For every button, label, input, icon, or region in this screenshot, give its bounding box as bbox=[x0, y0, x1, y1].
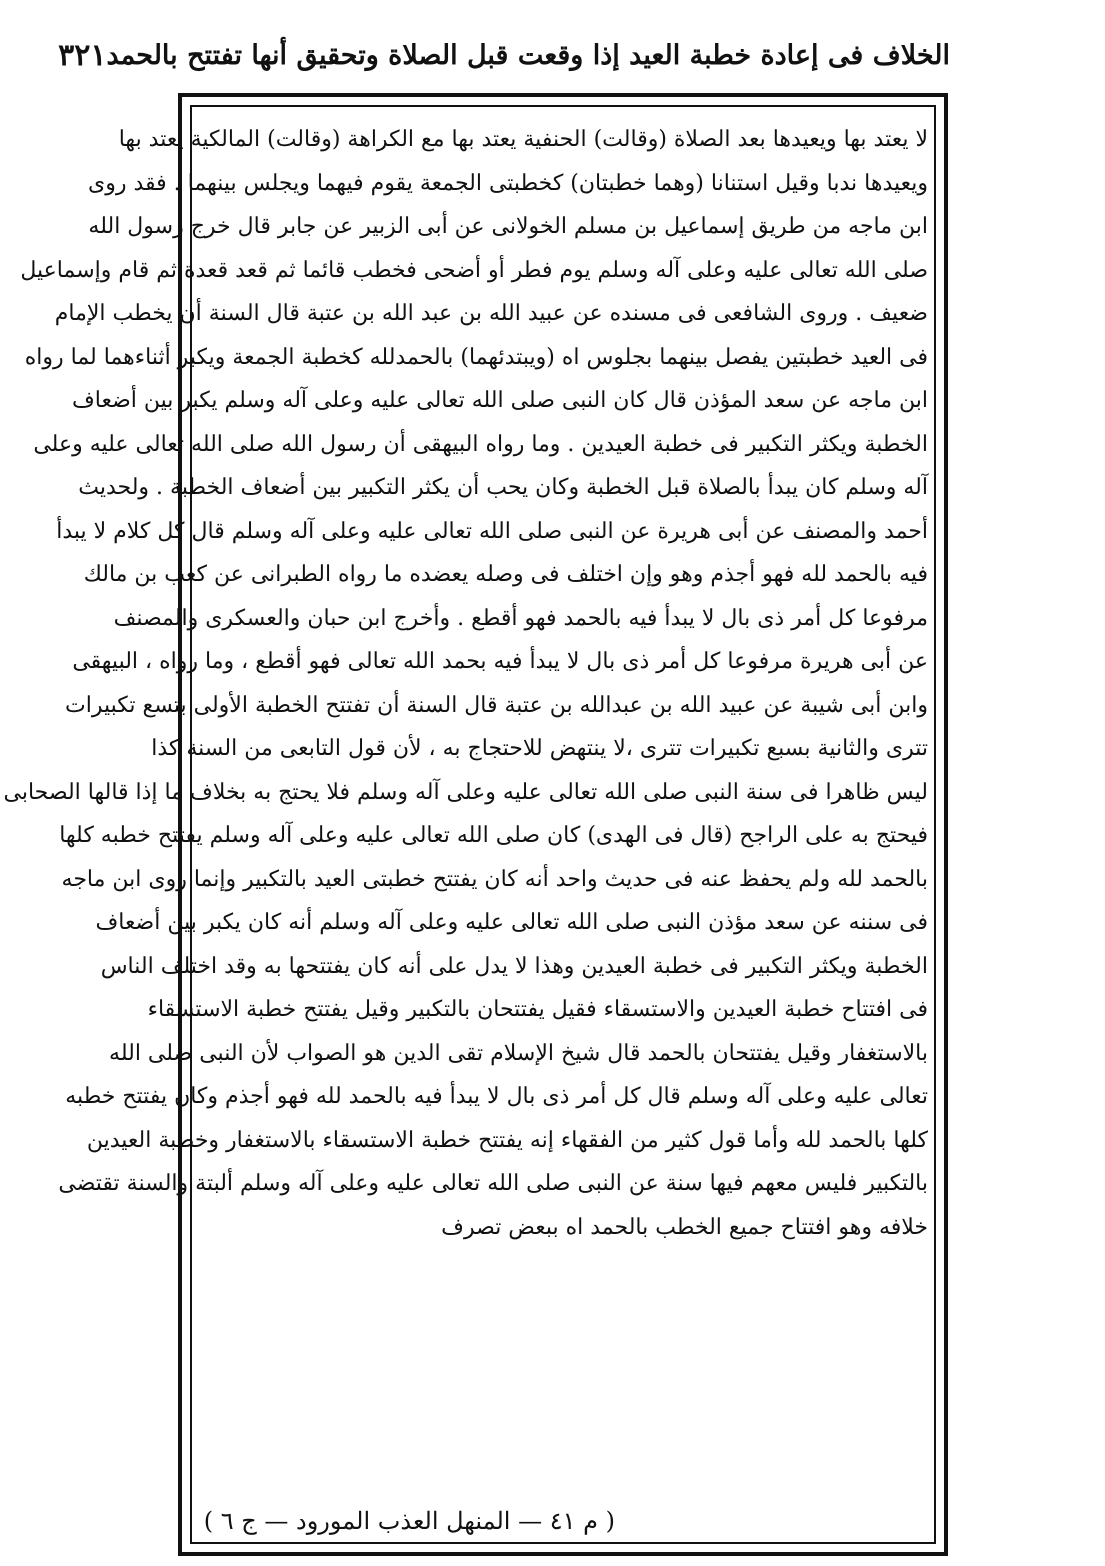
page-number: ٣٢١ bbox=[58, 37, 107, 73]
body-line: ليس ظاهرا فى سنة النبى صلى الله تعالى عليه وعلى آله وسلم فلا يحتج به بخلاف ما إذا قالها الصحابى bbox=[3, 779, 928, 805]
body-line: فيه بالحمد لله فهو أجذم وهو وإن اختلف فى وصله يعضده ما رواه الطبرانى عن كعب بن مالك bbox=[83, 562, 928, 587]
body-line: مرفوعا كل أمر ذى بال لا يبدأ فيه بالحمد فهو أقطع . وأخرج ابن حبان والعسكرى والمصنف bbox=[113, 605, 928, 631]
body-line: بالاستغفار وقيل يفتتحان بالحمد قال شيخ الإسلام تقى الدين هو الصواب لأن النبى صلى الله bbox=[109, 1040, 928, 1066]
body-line: آله وسلم كان يبدأ بالصلاة قبل الخطبة وكان يحب أن يكثر التكبير بين أضعاف الخطبة . ولحديث bbox=[78, 475, 928, 500]
body-line: أحمد والمصنف عن أبى هريرة عن النبى صلى الله تعالى عليه وعلى آله وسلم قال كل كلام لا يبدأ bbox=[56, 518, 928, 544]
body-line: صلى الله تعالى عليه وعلى آله وسلم يوم فطر أو أضحى فخطب قائما ثم قعد قعدة ثم قام وإسماعيل bbox=[20, 257, 928, 283]
body-line: خلافه وهو افتتاح جميع الخطب بالحمد اه ببعض تصرف bbox=[441, 1214, 928, 1240]
body-line: ابن ماجه من طريق إسماعيل بن مسلم الخولانى عن أبى الزبير عن جابر قال خرج رسول الله bbox=[88, 214, 928, 239]
body-line: كلها بالحمد لله وأما قول كثير من الفقهاء إنه يفتتح خطبة الاستسقاء بالاستغفار وخطبة العيدين bbox=[86, 1127, 928, 1153]
body-line: ابن ماجه عن سعد المؤذن قال كان النبى صلى الله تعالى عليه وعلى آله وسلم يكبر بين أضعاف bbox=[72, 388, 928, 413]
body-line: بالتكبير فليس معهم فيها سنة عن النبى صلى الله تعالى عليه وعلى آله وسلم ألبتة والسنة تقتضى bbox=[58, 1171, 928, 1196]
body-line: لا يعتد بها ويعيدها بعد الصلاة (وقالت) الحنفية يعتد بها مع الكراهة (وقالت) المالكية يعتد بها bbox=[118, 127, 928, 152]
body-line: وابن أبى شيبة عن عبيد الله بن عبدالله بن عتبة قال السنة أن تفتتح الخطبة الأولى بتسع تكبيرات bbox=[65, 692, 928, 718]
footer-signature: ( م ٤١ — المنهل العذب المورود — ج ٦ ) bbox=[203, 1507, 615, 1535]
body-line: ويعيدها ندبا وقيل استنانا (وهما خطبتان) كخطبتى الجمعة يقوم فيهما ويجلس بينهما . فقد روى bbox=[88, 170, 928, 196]
running-header bbox=[58, 30, 950, 80]
body-line: فيحتج به على الراجح (قال فى الهدى) كان صلى الله تعالى عليه وعلى آله وسلم يفتتح خطبه كلها bbox=[59, 823, 928, 848]
header-title: الخلاف فى إعادة خطبة العيد إذا وقعت قبل الصلاة وتحقيق أنها تفتتح بالحمد bbox=[106, 39, 950, 71]
body-line: ضعيف . وروى الشافعى فى مسنده عن عبيد الله بن عبد الله بن عتبة قال السنة أن يخطب الإمام bbox=[54, 301, 928, 326]
body-line: فى سننه عن سعد مؤذن النبى صلى الله تعالى عليه وعلى آله وسلم أنه كان يكبر بين أضعاف bbox=[95, 910, 928, 935]
body-line: تعالى عليه وعلى آله وسلم قال كل أمر ذى بال لا يبدأ فيه بالحمد لله فهو أجذم وكان يفتتح خطبه bbox=[65, 1084, 928, 1109]
body-line: الخطبة ويكثر التكبير فى خطبة العيدين . وما رواه البيهقى أن رسول الله صلى الله تعالى عليه وعلى bbox=[33, 431, 928, 457]
body-line: عن أبى هريرة مرفوعا كل أمر ذى بال لا يبدأ فيه بحمد الله تعالى فهو أقطع ، وما رواه ، البيهقى bbox=[72, 649, 928, 674]
body-line: الخطبة ويكثر التكبير فى خطبة العيدين وهذا لا يدل على أنه كان يفتتحها به وقد اختلف الناس bbox=[100, 953, 928, 979]
body-line: فى العيد خطبتين يفصل بينهما بجلوس اه (ويبتدئهما) بالحمدلله كخطبة الجمعة ويكبر أثناءهما لما رواه bbox=[24, 344, 928, 370]
body-line: بالحمد لله ولم يحفظ عنه فى حديث واحد أنه كان يفتتح خطبتى العيد بالتكبير وإنما روى ابن ماجه bbox=[61, 866, 928, 892]
body-line: تترى والثانية بسبع تكبيرات تترى ،لا ينتهض للاحتجاج به ، لأن قول التابعى من السنة كذا bbox=[151, 736, 928, 761]
body-text bbox=[3, 118, 928, 1249]
body-line: فى افتتاح خطبة العيدين والاستسقاء فقيل يفتتحان بالتكبير وقيل يفتتح خطبة الاستسقاء bbox=[147, 997, 928, 1022]
